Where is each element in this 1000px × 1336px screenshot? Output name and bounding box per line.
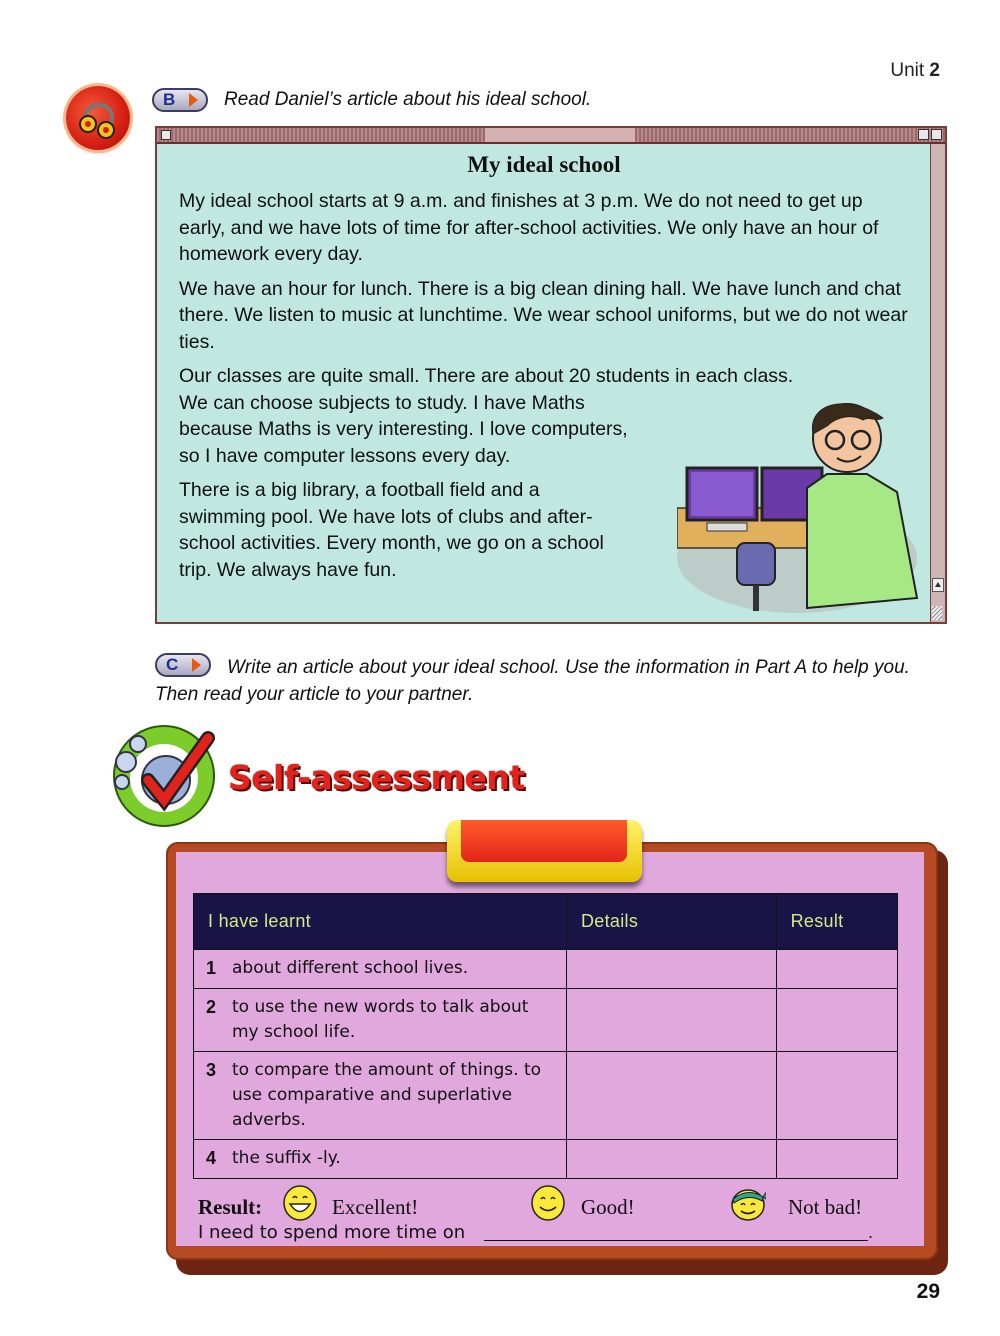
part-b-badge xyxy=(152,88,208,112)
resize-grip-icon[interactable] xyxy=(932,606,942,620)
result-cell[interactable] xyxy=(776,1052,897,1140)
header-result: Result xyxy=(776,894,897,950)
row-text: to use the new words to talk about my school life. xyxy=(232,997,529,1042)
result-legend xyxy=(198,1185,898,1225)
unit-number: 2 xyxy=(929,60,940,81)
header-i-have-learnt: I have learnt xyxy=(194,894,567,950)
article-sentence: We can choose subjects to study. I have Maths because Maths is very interesting. I love computers, so I have computer lessons every day. xyxy=(179,391,628,467)
listening-headphones-icon xyxy=(66,86,130,150)
article-paragraph: My ideal school starts at 9 a.m. and finishes at 3 p.m. We do not need to get up early, and we have lots of time for after-school activities. We only have an hour of homework every day. xyxy=(179,190,879,265)
article-paragraph: We have an hour for lunch. There is a big clean dining hall. We have lunch and chat there. We listen to music at lunchtime. We wear school uniforms, but we do not wear ties. xyxy=(179,277,908,353)
checkmark-badge-icon xyxy=(108,722,216,830)
article-title: My ideal school xyxy=(467,152,621,177)
rating-good: Good! xyxy=(581,1195,635,1219)
smile-face-icon xyxy=(530,1185,566,1221)
result-cell[interactable] xyxy=(776,989,897,1052)
part-c-letter: C xyxy=(166,655,179,674)
result-cell[interactable] xyxy=(776,1140,897,1179)
details-cell[interactable] xyxy=(567,989,777,1052)
table-row xyxy=(194,1140,898,1179)
article-window xyxy=(155,126,947,624)
details-cell[interactable] xyxy=(567,1052,777,1140)
rating-not-bad: Not bad! xyxy=(788,1195,863,1219)
title-bar-gap xyxy=(485,128,635,142)
page-number: 29 xyxy=(916,1280,940,1303)
need-more-time-period: . xyxy=(868,1222,874,1242)
result-label: Result: xyxy=(198,1195,263,1219)
scroll-up-arrow-icon[interactable] xyxy=(932,578,944,592)
header-details: Details xyxy=(567,894,777,950)
clipboard-clip-inner xyxy=(461,820,627,862)
row-number: 3 xyxy=(206,1060,217,1080)
table-header-row xyxy=(194,894,898,950)
article-paragraph: There is a big library, a football field and a swimming pool. We have lots of clubs and after-school activities. Every month, we go on a school trip. We always have fun. xyxy=(179,479,604,581)
window-zoom-button[interactable] xyxy=(918,129,929,140)
self-assessment-title: Self-assessment xyxy=(228,758,525,797)
row-number: 2 xyxy=(206,997,217,1017)
part-b-instruction: Read Daniel’s article about his ideal school. xyxy=(224,89,592,110)
learnt-cell xyxy=(194,950,567,989)
need-more-time-label: I need to spend more time on xyxy=(198,1222,466,1243)
big-smile-face-icon xyxy=(282,1185,318,1221)
unit-label xyxy=(890,60,940,82)
window-title-bar xyxy=(157,128,945,144)
self-assessment-table xyxy=(193,893,898,1179)
learnt-cell xyxy=(194,1140,567,1179)
part-c-instruction: Write an article about your ideal school. Use the information in Part A to help you. Then read your article to your partner. xyxy=(155,657,910,705)
rating-excellent: Excellent! xyxy=(332,1195,419,1219)
row-text: to compare the amount of things. to use comparative and superlative adverbs. xyxy=(232,1060,542,1130)
learnt-cell xyxy=(194,1052,567,1140)
details-cell[interactable] xyxy=(567,1140,777,1179)
play-arrow-icon xyxy=(189,93,198,107)
table-row xyxy=(194,989,898,1052)
details-cell[interactable] xyxy=(567,950,777,989)
row-text: about different school lives. xyxy=(232,958,469,978)
bandana-face-icon xyxy=(730,1185,766,1221)
part-b-letter: B xyxy=(163,90,176,109)
row-number: 4 xyxy=(206,1148,217,1168)
row-text: the suffix -ly. xyxy=(232,1148,341,1168)
boy-at-computer-illustration xyxy=(677,398,927,618)
article-sentence: Our classes are quite small. There are about 20 students in each class. xyxy=(179,365,794,387)
row-number: 1 xyxy=(206,958,217,978)
table-row xyxy=(194,950,898,989)
need-more-time-blank[interactable] xyxy=(484,1240,868,1241)
table-row xyxy=(194,1052,898,1140)
window-close-button[interactable] xyxy=(161,130,171,140)
window-scrollbar[interactable] xyxy=(930,144,945,622)
learnt-cell xyxy=(194,989,567,1052)
result-cell[interactable] xyxy=(776,950,897,989)
unit-text: Unit xyxy=(890,60,925,81)
window-collapse-button[interactable] xyxy=(931,129,942,140)
